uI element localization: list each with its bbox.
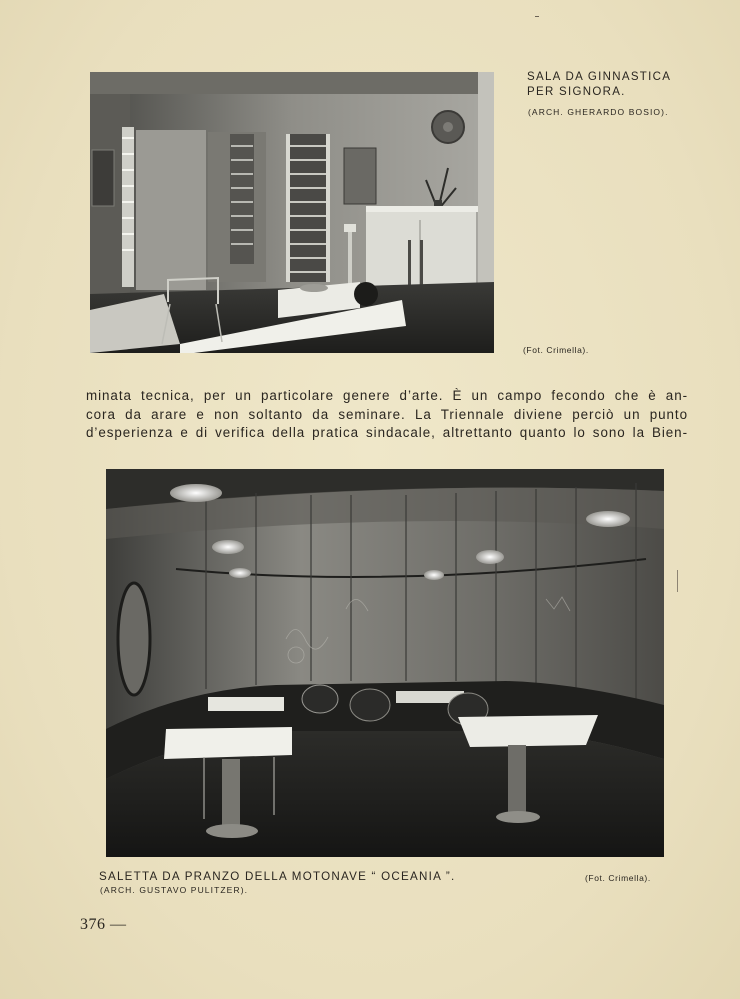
bottom-photo-architect: (ARCH. GUSTAVO PULITZER). bbox=[100, 885, 249, 895]
body-line: minata tecnica, per un particolare genere d’arte. È un campo fecondo che è an- bbox=[86, 388, 688, 403]
body-line: d’esperienza e di verifica della pratica sindacale, altrettanto quanto lo sono la Bien- bbox=[86, 425, 688, 440]
gymnasium-room-photo bbox=[90, 72, 494, 353]
top-photo-credit: (Fot. Crimella). bbox=[523, 345, 589, 355]
dining-room-photo bbox=[106, 469, 664, 857]
bottom-photo-caption: SALETTA DA PRANZO DELLA MOTONAVE “ OCEANIA ”. bbox=[99, 870, 456, 883]
print-mark bbox=[535, 16, 539, 17]
top-photo-architect: (ARCH. GHERARDO BOSIO). bbox=[528, 107, 669, 117]
bottom-photo-credit: (Fot. Crimella). bbox=[585, 873, 651, 883]
body-line: cora da arare e non soltanto da seminare. La Triennale diviene perciò un punto bbox=[86, 406, 688, 422]
page-number: 376 — bbox=[80, 916, 127, 933]
body-paragraph bbox=[86, 387, 688, 443]
print-mark bbox=[677, 570, 678, 592]
top-photo-caption-line2: PER SIGNORA. bbox=[527, 86, 626, 98]
top-photo-caption-line1: SALA DA GINNASTICA bbox=[527, 71, 672, 83]
